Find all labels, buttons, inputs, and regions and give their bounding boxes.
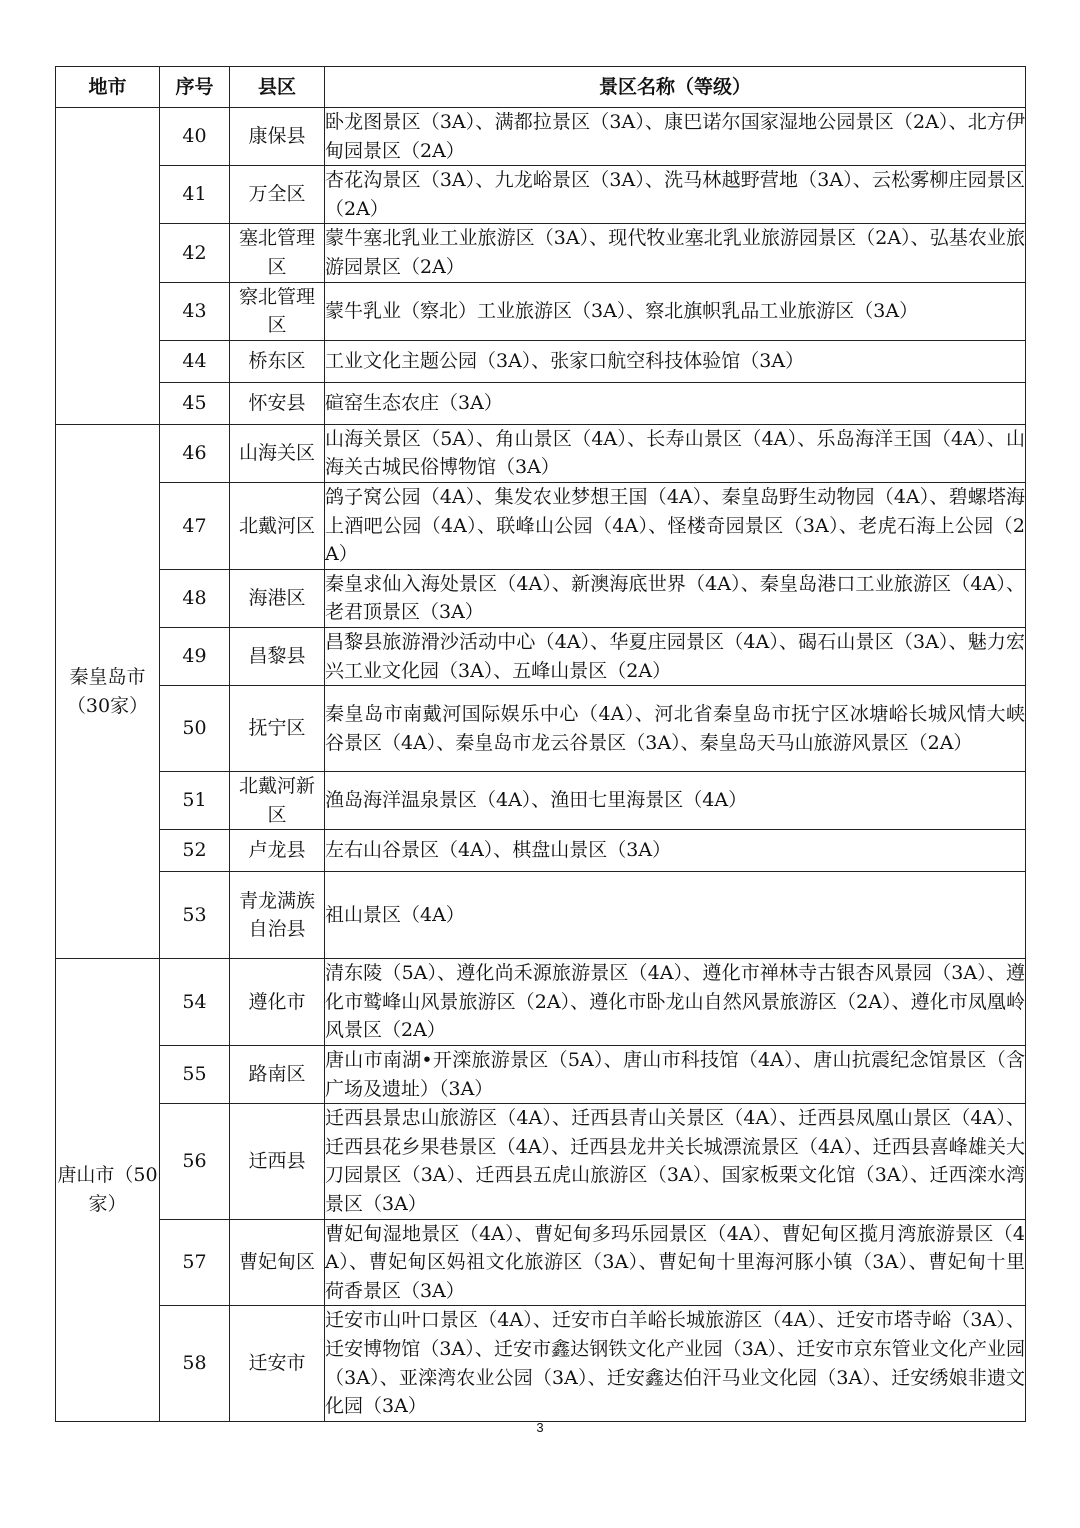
county-cell: 察北管理区: [230, 282, 325, 340]
spots-cell: 工业文化主题公园（3A）、张家口航空科技体验馆（3A）: [325, 340, 1026, 382]
spots-cell: 山海关景区（5A）、角山景区（4A）、长寿山景区（4A）、乐岛海洋王国（4A）、山海关古城民俗博物馆（3A）: [325, 424, 1026, 482]
spots-cell: 卧龙图景区（3A）、满都拉景区（3A）、康巴诺尔国家湿地公园景区（2A）、北方伊甸园景区（2A）: [325, 108, 1026, 166]
spots-cell: 碹窑生态农庄（3A）: [325, 382, 1026, 424]
county-cell: 迁安市: [230, 1306, 325, 1421]
county-cell: 万全区: [230, 166, 325, 224]
county-cell: 曹妃甸区: [230, 1219, 325, 1306]
table-row: [56, 166, 1026, 224]
seq-cell: 50: [160, 686, 230, 772]
seq-cell: 52: [160, 830, 230, 872]
city-cell: 唐山市（50家）: [56, 959, 160, 1422]
spots-cell: 蒙牛塞北乳业工业旅游区（3A）、现代牧业塞北乳业旅游园景区（2A）、弘基农业旅游园景区（2A）: [325, 224, 1026, 282]
header-county: 县区: [230, 67, 325, 108]
table-row: [56, 1219, 1026, 1306]
table-row: [56, 959, 1026, 1046]
county-cell: 北戴河区: [230, 482, 325, 569]
seq-cell: 47: [160, 482, 230, 569]
table-row: [56, 1104, 1026, 1219]
spots-cell: 秦皇岛市南戴河国际娱乐中心（4A）、河北省秦皇岛市抚宁区冰塘峪长城风情大峡谷景区（4A）、秦皇岛市龙云谷景区（3A）、秦皇岛天马山旅游风景区（2A）: [325, 686, 1026, 772]
city-cell: [56, 108, 160, 425]
table-row: [56, 424, 1026, 482]
spots-cell: 秦皇求仙入海处景区（4A）、新澳海底世界（4A）、秦皇岛港口工业旅游区（4A）、老君顶景区（3A）: [325, 569, 1026, 627]
county-cell: 抚宁区: [230, 686, 325, 772]
seq-cell: 53: [160, 872, 230, 959]
seq-cell: 54: [160, 959, 230, 1046]
county-cell: 海港区: [230, 569, 325, 627]
seq-cell: 43: [160, 282, 230, 340]
county-cell: 桥东区: [230, 340, 325, 382]
county-cell: 迁西县: [230, 1104, 325, 1219]
seq-cell: 42: [160, 224, 230, 282]
seq-cell: 55: [160, 1046, 230, 1104]
county-cell: 遵化市: [230, 959, 325, 1046]
scenic-area-table: [55, 66, 1026, 1422]
spots-cell: 左右山谷景区（4A）、棋盘山景区（3A）: [325, 830, 1026, 872]
seq-cell: 56: [160, 1104, 230, 1219]
table-row: [56, 569, 1026, 627]
table-row: [56, 686, 1026, 772]
county-cell: 路南区: [230, 1046, 325, 1104]
county-cell: 昌黎县: [230, 627, 325, 685]
spots-cell: 曹妃甸湿地景区（4A）、曹妃甸多玛乐园景区（4A）、曹妃甸区揽月湾旅游景区（4A）、曹妃甸区妈祖文化旅游区（3A）、曹妃甸十里海河豚小镇（3A）、曹妃甸十里荷香景区（3A）: [325, 1219, 1026, 1306]
county-cell: 山海关区: [230, 424, 325, 482]
seq-cell: 58: [160, 1306, 230, 1421]
table-header-row: [56, 67, 1026, 108]
spots-cell: 昌黎县旅游滑沙活动中心（4A）、华夏庄园景区（4A）、碣石山景区（3A）、魅力宏兴工业文化园（3A）、五峰山景区（2A）: [325, 627, 1026, 685]
seq-cell: 48: [160, 569, 230, 627]
seq-cell: 44: [160, 340, 230, 382]
table-row: [56, 772, 1026, 830]
table-row: [56, 224, 1026, 282]
spots-cell: 唐山市南湖•开滦旅游景区（5A）、唐山市科技馆（4A）、唐山抗震纪念馆景区（含广场及遗址）（3A）: [325, 1046, 1026, 1104]
spots-cell: 迁西县景忠山旅游区（4A）、迁西县青山关景区（4A）、迁西县凤凰山景区（4A）、迁西县花乡果巷景区（4A）、迁西县龙井关长城漂流景区（4A）、迁西县喜峰雄关大刀园景区（3A）、迁西县五虎山旅游区（3A）、国家板栗文化馆（3A）、迁西滦水湾景区（3A）: [325, 1104, 1026, 1219]
header-city: 地市: [56, 67, 160, 108]
table-row: [56, 108, 1026, 166]
spots-cell: 渔岛海洋温泉景区（4A）、渔田七里海景区（4A）: [325, 772, 1026, 830]
table-row: [56, 627, 1026, 685]
county-cell: 北戴河新区: [230, 772, 325, 830]
table-row: [56, 282, 1026, 340]
seq-cell: 46: [160, 424, 230, 482]
county-cell: 怀安县: [230, 382, 325, 424]
header-seq: 序号: [160, 67, 230, 108]
seq-cell: 51: [160, 772, 230, 830]
spots-cell: 迁安市山叶口景区（4A）、迁安市白羊峪长城旅游区（4A）、迁安市塔寺峪（3A）、迁安博物馆（3A）、迁安市鑫达钢铁文化产业园（3A）、迁安市京东管业文化产业园（3A）、亚滦湾农业公园（3A）、迁安鑫达伯汗马业文化园（3A）、迁安绣娘非遗文化园（3A）: [325, 1306, 1026, 1421]
seq-cell: 41: [160, 166, 230, 224]
table-row: [56, 1306, 1026, 1421]
county-cell: 康保县: [230, 108, 325, 166]
table-row: [56, 872, 1026, 959]
table-row: [56, 830, 1026, 872]
page-number: 3: [536, 1420, 544, 1435]
county-cell: 青龙满族自治县: [230, 872, 325, 959]
seq-cell: 57: [160, 1219, 230, 1306]
county-cell: 卢龙县: [230, 830, 325, 872]
seq-cell: 45: [160, 382, 230, 424]
header-spots: 景区名称（等级）: [325, 67, 1026, 108]
table-row: [56, 340, 1026, 382]
spots-cell: 蒙牛乳业（察北）工业旅游区（3A）、察北旗帜乳品工业旅游区（3A）: [325, 282, 1026, 340]
spots-cell: 杏花沟景区（3A）、九龙峪景区（3A）、洗马林越野营地（3A）、云松雾柳庄园景区（2A）: [325, 166, 1026, 224]
spots-cell: 祖山景区（4A）: [325, 872, 1026, 959]
city-cell: 秦皇岛市（30家）: [56, 424, 160, 959]
table-row: [56, 382, 1026, 424]
seq-cell: 49: [160, 627, 230, 685]
county-cell: 塞北管理区: [230, 224, 325, 282]
spots-cell: 清东陵（5A）、遵化尚禾源旅游景区（4A）、遵化市禅林寺古银杏风景园（3A）、遵化市鹫峰山风景旅游区（2A）、遵化市卧龙山自然风景旅游区（2A）、遵化市凤凰岭风景区（2A）: [325, 959, 1026, 1046]
seq-cell: 40: [160, 108, 230, 166]
table-row: [56, 482, 1026, 569]
spots-cell: 鸽子窝公园（4A）、集发农业梦想王国（4A）、秦皇岛野生动物园（4A）、碧螺塔海上酒吧公园（4A）、联峰山公园（4A）、怪楼奇园景区（3A）、老虎石海上公园（2A）: [325, 482, 1026, 569]
table-row: [56, 1046, 1026, 1104]
